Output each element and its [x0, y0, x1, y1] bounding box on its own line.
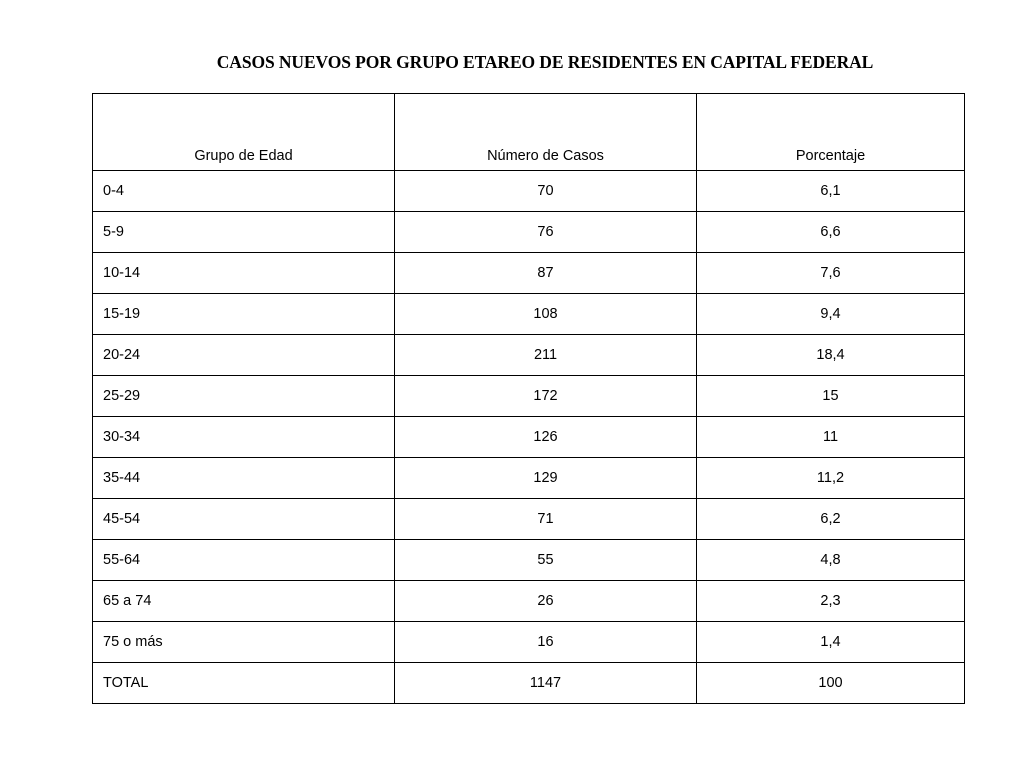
- case-count-cell: 55: [395, 540, 697, 581]
- age-group-cell: 10-14: [93, 253, 395, 294]
- age-group-cell: 65 a 74: [93, 581, 395, 622]
- table-row: [93, 294, 965, 335]
- case-count-cell: 16: [395, 622, 697, 663]
- total-case-count-cell: 1147: [395, 663, 697, 704]
- case-count-cell: 70: [395, 171, 697, 212]
- case-count-cell: 126: [395, 417, 697, 458]
- age-group-cell: 55-64: [93, 540, 395, 581]
- age-group-cell: 0-4: [93, 171, 395, 212]
- table-row: [93, 581, 965, 622]
- table-row: [93, 417, 965, 458]
- age-group-cell: 5-9: [93, 212, 395, 253]
- percentage-cell: 15: [697, 376, 965, 417]
- table-row: [93, 458, 965, 499]
- case-count-cell: 87: [395, 253, 697, 294]
- table-row: [93, 499, 965, 540]
- total-percentage-cell: 100: [697, 663, 965, 704]
- column-header-case-count: Número de Casos: [395, 94, 697, 171]
- percentage-cell: 11,2: [697, 458, 965, 499]
- age-group-cell: 75 o más: [93, 622, 395, 663]
- page-title: CASOS NUEVOS POR GRUPO ETAREO DE RESIDENTES EN CAPITAL FEDERAL: [216, 52, 874, 72]
- percentage-cell: 6,1: [697, 171, 965, 212]
- table-row: [93, 622, 965, 663]
- age-group-cell: 30-34: [93, 417, 395, 458]
- case-count-cell: 71: [395, 499, 697, 540]
- column-header-age-group: Grupo de Edad: [93, 94, 395, 171]
- cases-by-age-table: [92, 93, 965, 704]
- percentage-cell: 4,8: [697, 540, 965, 581]
- total-label-cell: TOTAL: [93, 663, 395, 704]
- percentage-cell: 9,4: [697, 294, 965, 335]
- case-count-cell: 129: [395, 458, 697, 499]
- case-count-cell: 211: [395, 335, 697, 376]
- case-count-cell: 76: [395, 212, 697, 253]
- column-header-percentage: Porcentaje: [697, 94, 965, 171]
- table-row: [93, 253, 965, 294]
- age-group-cell: 25-29: [93, 376, 395, 417]
- table-header-row: [93, 94, 965, 171]
- percentage-cell: 2,3: [697, 581, 965, 622]
- case-count-cell: 26: [395, 581, 697, 622]
- case-count-cell: 172: [395, 376, 697, 417]
- table-row: [93, 376, 965, 417]
- percentage-cell: 6,6: [697, 212, 965, 253]
- age-group-cell: 35-44: [93, 458, 395, 499]
- age-group-cell: 20-24: [93, 335, 395, 376]
- percentage-cell: 7,6: [697, 253, 965, 294]
- percentage-cell: 18,4: [697, 335, 965, 376]
- percentage-cell: 11: [697, 417, 965, 458]
- percentage-cell: 1,4: [697, 622, 965, 663]
- table-total-row: [93, 663, 965, 704]
- table-row: [93, 540, 965, 581]
- table-row: [93, 171, 965, 212]
- age-group-cell: 15-19: [93, 294, 395, 335]
- table-row: [93, 335, 965, 376]
- age-group-cell: 45-54: [93, 499, 395, 540]
- table-row: [93, 212, 965, 253]
- percentage-cell: 6,2: [697, 499, 965, 540]
- case-count-cell: 108: [395, 294, 697, 335]
